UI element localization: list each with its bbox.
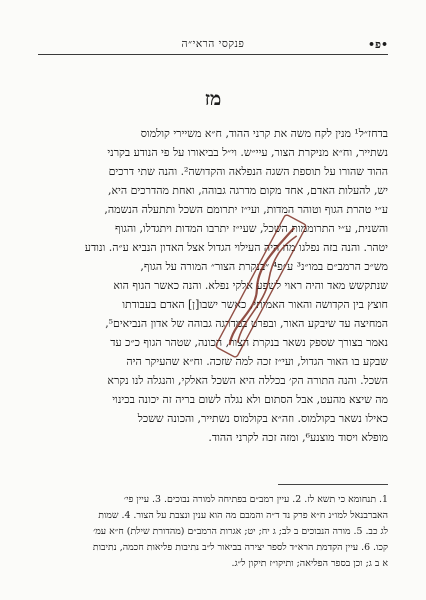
body-line: חוצץ בין הקדושה והאור האמיתי, כאשר ישבו[ן] האדם בעבודתו xyxy=(122,298,388,311)
body-line: נשתייר, וח״א מניקרת הצור, עיי״ש. וי״ל בביאורו על פי הנודע בקרני xyxy=(107,146,388,159)
body-line: יטהר. והנה בזה נפלגו מה היה העילוי הגדול אצל האדון הנביא ע״ה. ונודע xyxy=(84,241,388,254)
body-line: מה שיצא מהעט, אבל הסתום ולא נגלה לשום בריה זה יכונה בכינוי xyxy=(112,393,388,406)
footnotes xyxy=(38,492,388,572)
body-line: ע״י טהרת הגוף וטוהר המדות, ועי״ז יתרומם השכל ותתעלה הנשמה, xyxy=(104,203,388,216)
body-line: והשנית, ע״י התרוממות השכל, שעי״ז יתרבו המדות ויתגדלו, והגוף xyxy=(114,222,388,235)
body-line: כאילו נשאר בקולמוס. וזה״א בקולמוס נשתייר, והכונה ששכל xyxy=(137,412,388,425)
footnote-line: 1. תנחומא כי תשא לז. 2. עיין רמב״ם בפתיחה למורה נבוכים. 3. עיין פי׳ xyxy=(123,494,388,505)
body-line: ההוד שהורו על תוספת השגה הנפלאה והקדושה². והנה שתי דרכים xyxy=(108,165,388,178)
body-line: מש״כ הרמב״ם במו״נ³ ע״פ⁴ ״בנקרת הצור״ המורה על הגוף, xyxy=(140,260,388,273)
body-line: יש, להעלות האדם, אחד מקום מדרגה גבוהה, ואחת מהדרכים היא, xyxy=(108,184,388,197)
footnote-rule xyxy=(278,484,388,485)
chapter-title: מז xyxy=(204,88,222,110)
footnote-line: א ב ג; וכן בספר הפליאה; ותיקו״ז תיקון ל״ג. xyxy=(231,558,388,569)
page-header xyxy=(38,36,388,52)
body-text xyxy=(38,124,388,447)
footnote-line: האברבנאל למו״נ ח״א פרק נד ד״ה והמבם מה הוא ענין ונצבת על הצור. 4. שמות xyxy=(98,510,388,521)
body-line: בדחז״ל¹ מנין לקח משה את קרני ההוד, ח״א משיירי קולמוס xyxy=(140,127,388,140)
running-title: פנקסי הראי״ה xyxy=(181,38,245,50)
footnote-line: לג כב. 5. מורה הנבוכים ב לב; ג יח; יט; אגרות הרמב״ם (מהדורת שילת) ח״א עמ׳ xyxy=(93,526,388,537)
footnote-line: קכו. 6. עיין הקדמת הרא״ד לספר יצירה בביאור ל״ב נתיבות פליאות חכמה, נתיבות xyxy=(92,542,388,553)
header-rule xyxy=(38,54,388,55)
body-line: שבקע בו האור הגדול, ועי״ז זכה למה שזכה. וח״א שהעיקר היה xyxy=(126,355,388,368)
body-line: שנתקשש מאד והיה ראוי לשפע אלקי נפלא. והנה כאשר הגוף הוא xyxy=(113,279,388,292)
body-line: נאמר בצורך שספק נשאר בנקרת הצור, הכונה, שטהר הגוף כ״כ עד xyxy=(110,336,388,349)
body-line: מופלא ויסוד מוצנע⁶, ומזה זכה לקרני ההוד. xyxy=(208,431,388,444)
body-line: המחיצה עד שיבקע האור, ובפרט במדרגה גבוהה של אדון הנביאים⁵, xyxy=(105,317,388,330)
page-number: •פ• xyxy=(367,37,388,51)
body-line: השכל. והנה התורה הק׳ בכללה היא השכל האלקי, והנגלה לנו נקרא xyxy=(107,374,388,387)
